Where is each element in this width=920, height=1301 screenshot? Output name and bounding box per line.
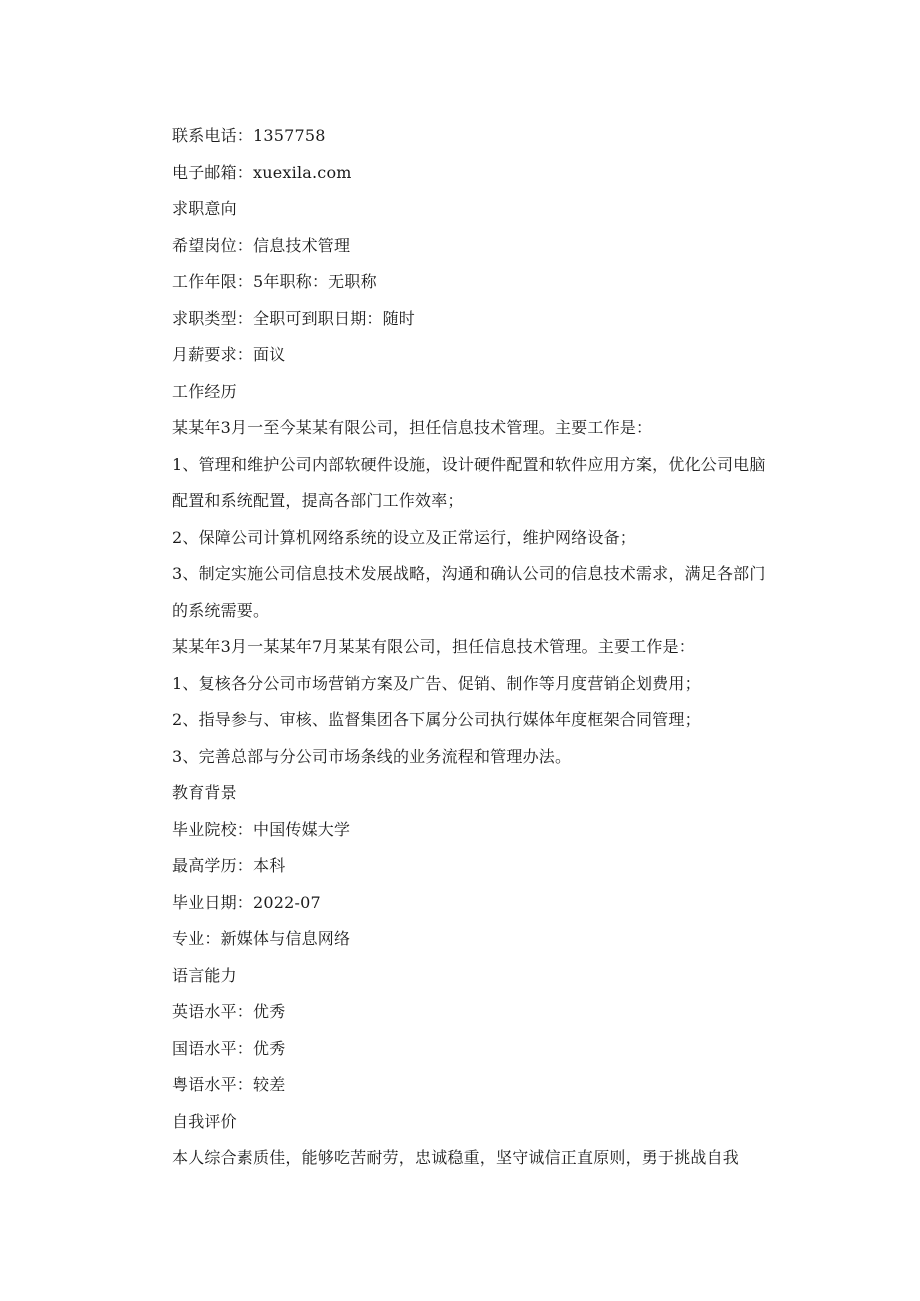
education-school: 毕业院校：中国传媒大学 xyxy=(172,819,351,839)
intent-years: 工作年限：5年职称：无职称 xyxy=(172,272,377,291)
job-2-title: 某某年3月一某某年7月某某有限公司，担任信息技术管理。主要工作是： xyxy=(172,637,695,656)
job-1-title: 某某年3月一至今某某有限公司，担任信息技术管理。主要工作是： xyxy=(172,418,653,437)
section-heading-self-eval: 自我评价 xyxy=(172,1111,237,1131)
education-date: 毕业日期：2022-07 xyxy=(172,892,321,912)
intent-salary: 月薪要求：面议 xyxy=(172,345,286,364)
education-major: 专业：新媒体与信息网络 xyxy=(172,929,351,948)
contact-phone: 联系电话：1357758 xyxy=(172,126,326,145)
language-english: 英语水平：优秀 xyxy=(172,1002,286,1021)
section-heading-intent: 求职意向 xyxy=(172,199,237,218)
job-1-item-1: 1、管理和维护公司内部软硬件设施，设计硬件配置和软件应用方案，优化公司电脑配置和系统配置，提高各部门工作效率； xyxy=(172,454,766,510)
resume-content xyxy=(172,118,772,1177)
job-2-item-1: 1、复核各分公司市场营销方案及广告、促销、制作等月度营销企划费用； xyxy=(172,673,701,693)
intent-position: 希望岗位：信息技术管理 xyxy=(172,235,351,255)
language-mandarin: 国语水平：优秀 xyxy=(172,1038,286,1058)
section-heading-experience: 工作经历 xyxy=(172,381,237,401)
self-eval-text: 本人综合素质佳，能够吃苦耐劳，忠诚稳重，坚守诚信正直原则，勇于挑战自我 xyxy=(172,1148,740,1167)
intent-type: 求职类型：全职可到职日期：随时 xyxy=(172,308,416,328)
education-degree: 最高学历：本科 xyxy=(172,856,286,875)
job-2-item-3: 3、完善总部与分公司市场条线的业务流程和管理办法。 xyxy=(172,746,572,766)
job-2-item-2: 2、指导参与、审核、监督集团各下属分公司执行媒体年度框架合同管理； xyxy=(172,710,701,729)
language-cantonese: 粤语水平：较差 xyxy=(172,1075,286,1094)
section-heading-education: 教育背景 xyxy=(172,783,237,802)
contact-email: 电子邮箱：xuexila.com xyxy=(172,162,352,182)
section-heading-language: 语言能力 xyxy=(172,965,237,985)
job-1-item-3: 3、制定实施公司信息技术发展战略，沟通和确认公司的信息技术需求，满足各部门的系统需要。 xyxy=(172,564,766,620)
job-1-item-2: 2、保障公司计算机网络系统的设立及正常运行，维护网络设备； xyxy=(172,527,636,547)
